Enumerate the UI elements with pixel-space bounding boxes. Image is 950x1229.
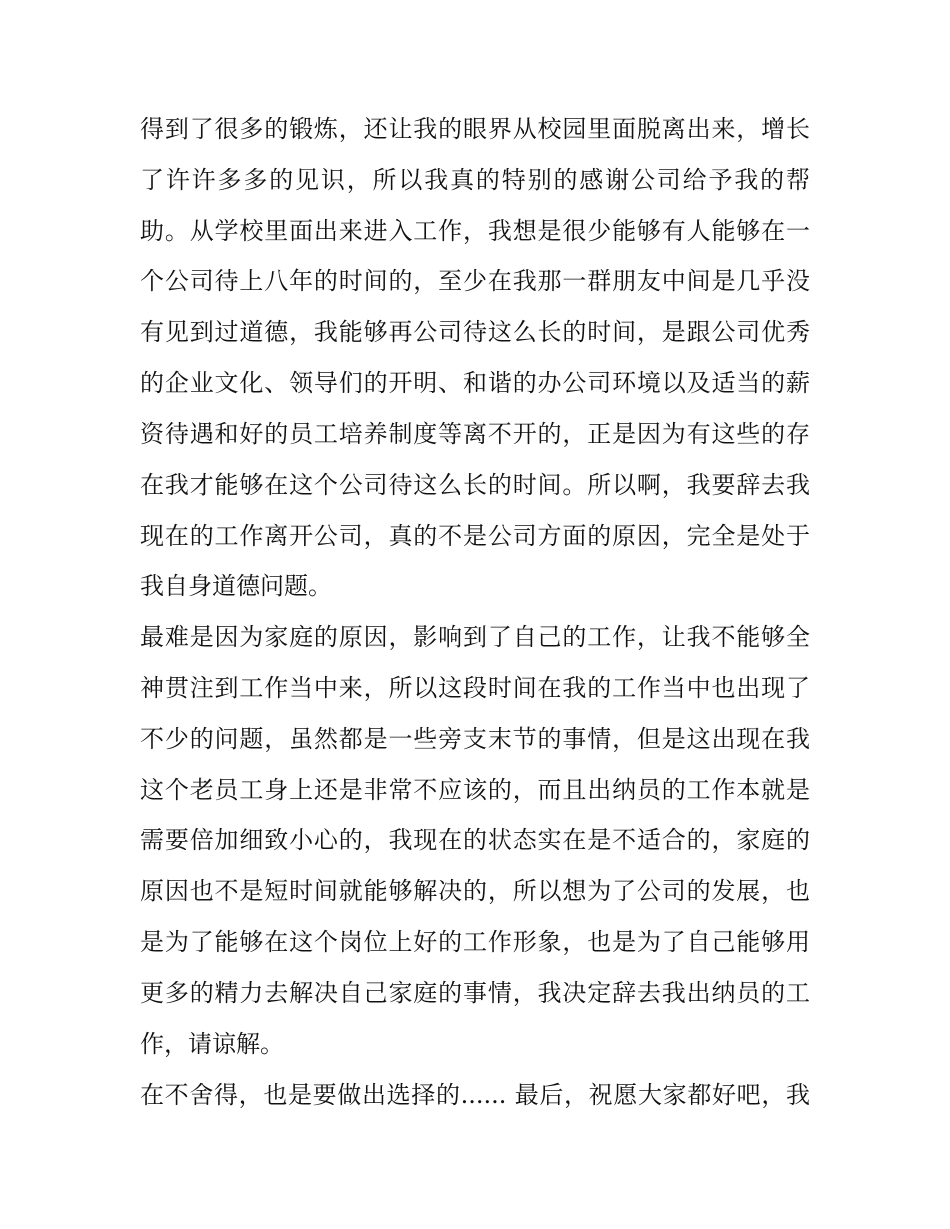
text-line: 原因也不是短时间就能够解决的，所以想为了公司的发展，也 bbox=[140, 877, 810, 905]
text-line: 作，请谅解。 bbox=[140, 1030, 284, 1058]
text-line: 在不舍得，也是要做出选择的...... 最后，祝愿大家都好吧，我 bbox=[140, 1081, 810, 1109]
text-line: 得到了很多的锻炼，还让我的眼界从校园里面脱离出来，增长 bbox=[140, 115, 810, 143]
text-line: 的企业文化、领导们的开明、和谐的办公司环境以及适当的薪 bbox=[140, 369, 810, 397]
text-line: 了许许多多的见识，所以我真的特别的感谢公司给予我的帮 bbox=[140, 166, 810, 194]
text-line: 这个老员工身上还是非常不应该的，而且出纳员的工作本就是 bbox=[140, 776, 810, 804]
text-line: 在我才能够在这个公司待这么长的时间。所以啊，我要辞去我 bbox=[140, 471, 810, 499]
text-line: 需要倍加细致小心的，我现在的状态实在是不适合的，家庭的 bbox=[140, 826, 810, 854]
text-line: 不少的问题，虽然都是一些旁支末节的事情，但是这出现在我 bbox=[140, 725, 810, 753]
text-line: 神贯注到工作当中来，所以这段时间在我的工作当中也出现了 bbox=[140, 674, 810, 702]
text-line: 有见到过道德，我能够再公司待这么长的时间，是跟公司优秀 bbox=[140, 318, 810, 346]
text-line: 资待遇和好的员工培养制度等离不开的，正是因为有这些的存 bbox=[140, 420, 810, 448]
text-line: 最难是因为家庭的原因，影响到了自己的工作，让我不能够全 bbox=[140, 623, 810, 651]
text-line: 助。从学校里面出来进入工作，我想是很少能够有人能够在一 bbox=[140, 217, 810, 245]
text-line: 是为了能够在这个岗位上好的工作形象，也是为了自己能够用 bbox=[140, 928, 810, 956]
text-line: 我自身道德问题。 bbox=[140, 572, 332, 600]
text-line: 个公司待上八年的时间的，至少在我那一群朋友中间是几乎没 bbox=[140, 267, 810, 295]
text-line: 现在的工作离开公司，真的不是公司方面的原因，完全是处于 bbox=[140, 522, 810, 550]
text-line: 更多的精力去解决自己家庭的事情，我决定辞去我出纳员的工 bbox=[140, 979, 810, 1007]
